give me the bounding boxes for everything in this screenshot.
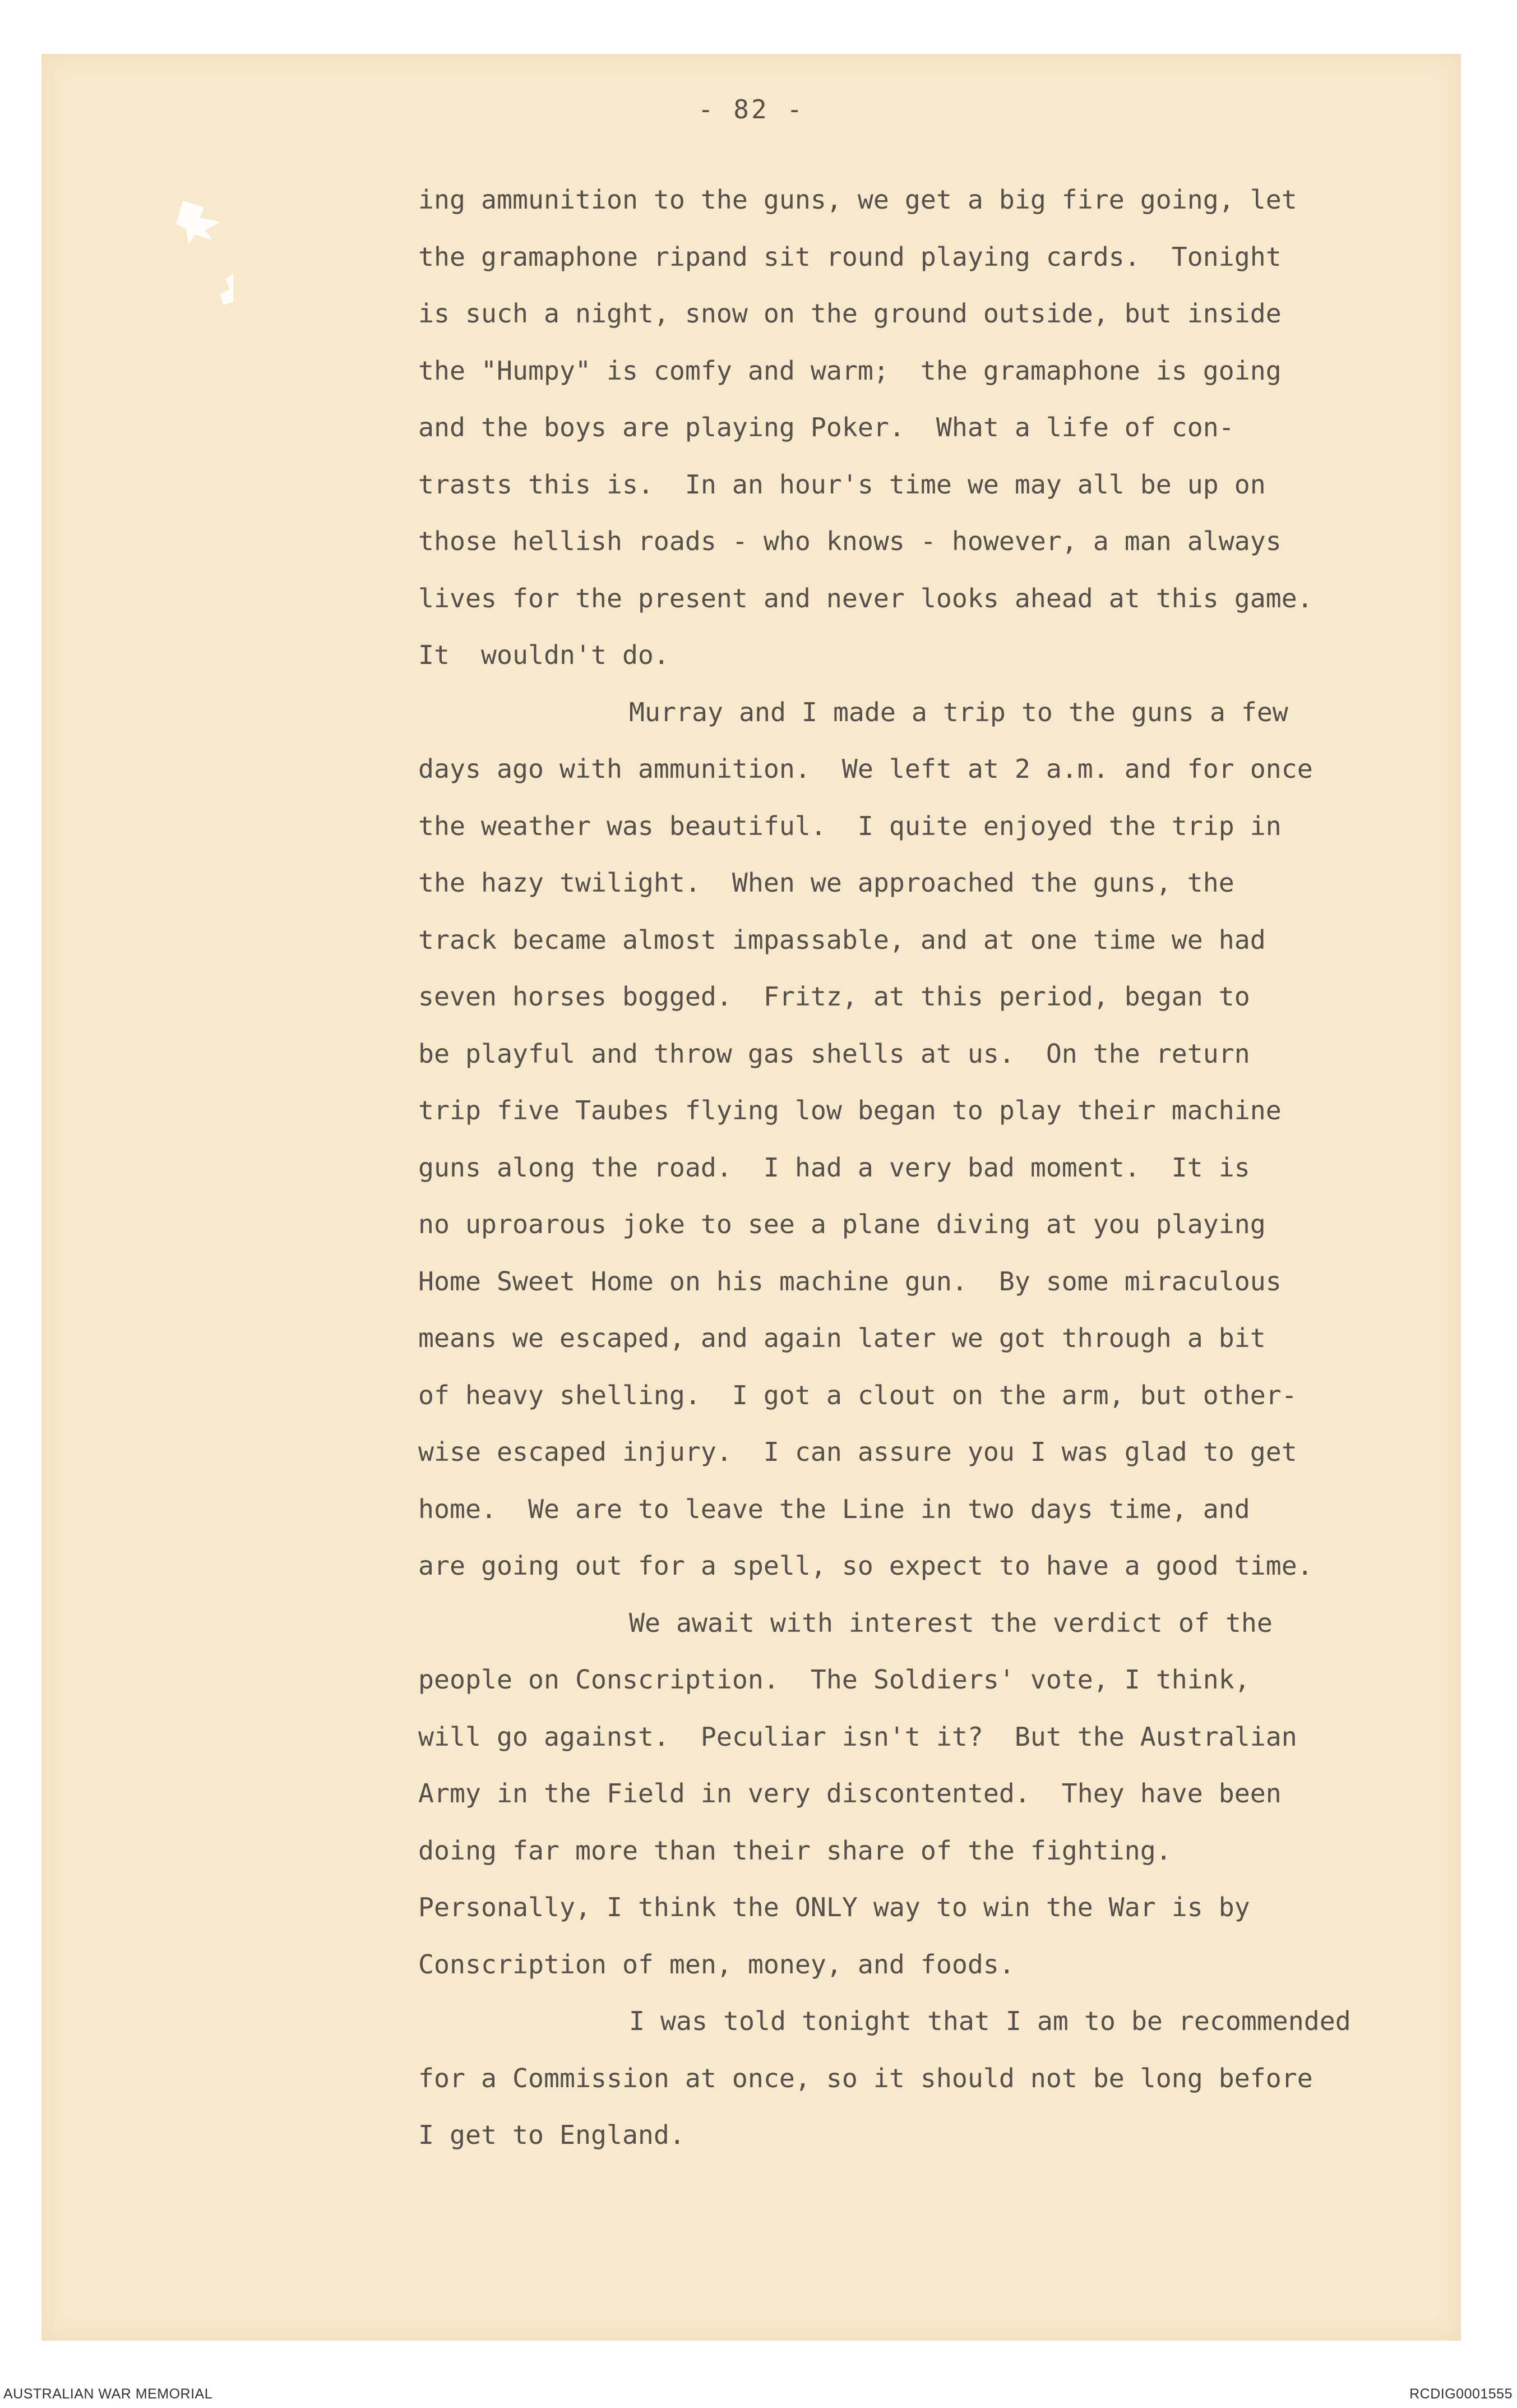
text-line: I get to England. xyxy=(418,2120,685,2150)
text-line: I was told tonight that I am to be recommended xyxy=(629,2006,1351,2036)
text-line: is such a night, snow on the ground outside, but inside xyxy=(418,298,1282,329)
text-line: seven horses bogged. Fritz, at this period, began to xyxy=(418,981,1250,1012)
text-line: doing far more than their share of the fighting. xyxy=(418,1835,1172,1866)
text-line: trasts this is. In an hour's time we may all be up on xyxy=(418,469,1266,500)
text-line: lives for the present and never looks ahead at this game. xyxy=(418,583,1313,613)
text-line: no uproarous joke to see a plane diving at you playing xyxy=(418,1209,1266,1239)
text-line: the hazy twilight. When we approached the guns, the xyxy=(418,868,1234,898)
text-line: be playful and throw gas shells at us. On the return xyxy=(418,1038,1250,1069)
text-line: guns along the road. I had a very bad moment. It is xyxy=(418,1152,1250,1183)
text-line: track became almost impassable, and at one time we had xyxy=(418,924,1266,955)
typed-letter-body xyxy=(418,172,1450,2164)
text-line: the weather was beautiful. I quite enjoyed the trip in xyxy=(418,810,1282,841)
text-line: Home Sweet Home on his machine gun. By some miraculous xyxy=(418,1266,1282,1297)
text-line: the gramaphone ripand sit round playing cards. Tonight xyxy=(418,241,1282,272)
text-line: Murray and I made a trip to the guns a few xyxy=(629,696,1288,727)
archive-credit: AUSTRALIAN WAR MEMORIAL xyxy=(3,2386,213,2402)
text-line: Conscription of men, money, and foods. xyxy=(418,1949,1015,1980)
text-line: of heavy shelling. I got a clout on the arm, but other- xyxy=(418,1380,1297,1410)
page-number: - 82 - xyxy=(697,94,805,124)
text-line: trip five Taubes flying low began to play their machine xyxy=(418,1095,1282,1125)
text-line: ing ammunition to the guns, we get a big fire going, let xyxy=(418,184,1297,215)
text-line: It wouldn't do. xyxy=(418,640,669,670)
archive-reference: RCDIG0001555 xyxy=(1409,2386,1513,2402)
text-line: Army in the Field in very discontented. They have been xyxy=(418,1778,1282,1809)
text-line: will go against. Peculiar isn't it? But the Australian xyxy=(418,1721,1297,1752)
text-line: wise escaped injury. I can assure you I was glad to get xyxy=(418,1437,1297,1467)
document-page xyxy=(41,54,1461,2341)
text-line: home. We are to leave the Line in two days time, and xyxy=(418,1493,1250,1524)
text-line: those hellish roads - who knows - however, a man always xyxy=(418,526,1282,556)
text-line: the "Humpy" is comfy and warm; the gramaphone is going xyxy=(418,355,1282,386)
text-line: days ago with ammunition. We left at 2 a.m. and for once xyxy=(418,754,1313,784)
paper-damage-mark xyxy=(172,195,233,307)
text-line: means we escaped, and again later we got through a bit xyxy=(418,1323,1266,1353)
text-line: We await with interest the verdict of the xyxy=(629,1607,1273,1638)
text-line: and the boys are playing Poker. What a life of con- xyxy=(418,412,1234,442)
text-line: people on Conscription. The Soldiers' vote, I think, xyxy=(418,1664,1250,1695)
text-line: Personally, I think the ONLY way to win the War is by xyxy=(418,1892,1250,1922)
text-line: for a Commission at once, so it should not be long before xyxy=(418,2063,1313,2093)
text-line: are going out for a spell, so expect to have a good time. xyxy=(418,1551,1313,1581)
